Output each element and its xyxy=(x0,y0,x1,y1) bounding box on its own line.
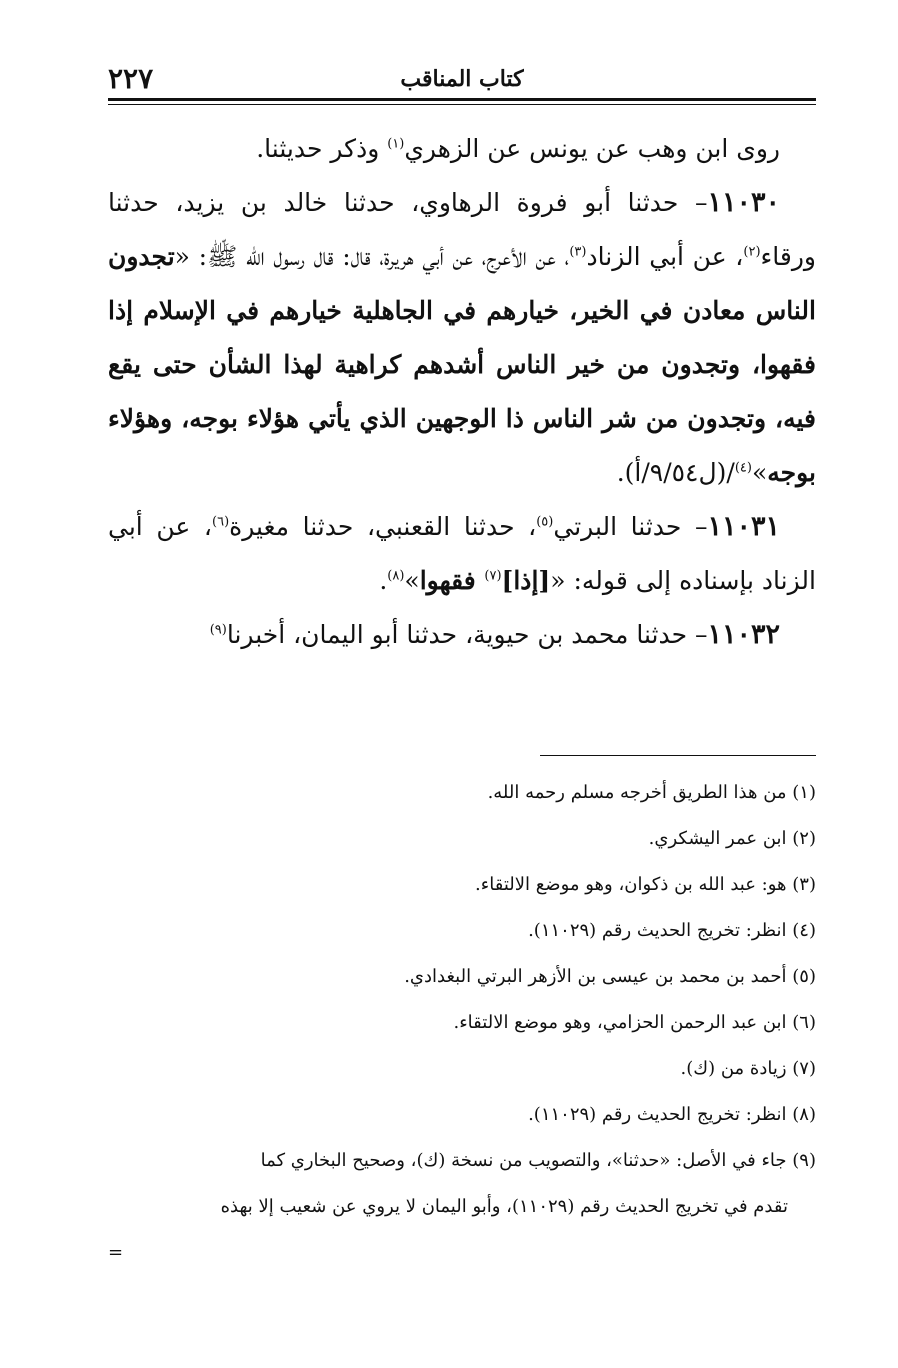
hadith-number: ١١٠٣١ xyxy=(707,511,780,542)
footnote-4: (٤) انظر: تخريج الحديث رقم (١١٠٢٩). xyxy=(528,920,816,941)
main-text xyxy=(108,122,816,662)
hadith-text: [إذا] xyxy=(501,566,551,595)
text-span: . xyxy=(379,566,388,595)
hadith-number: ١١٠٣٠ xyxy=(707,187,780,218)
text-span: » xyxy=(751,458,768,487)
footnote-3: (٣) هو: عبد الله بن ذكوان، وهو موضع الالتقاء. xyxy=(475,874,816,895)
footnote-ref: (٨) xyxy=(387,568,405,584)
footnote-ref: (٤) xyxy=(734,460,752,476)
text-span: – حدثنا البرتي xyxy=(553,512,708,541)
text-span: » xyxy=(404,566,420,595)
text-span: /(ل٩/٥٤/أ). xyxy=(616,458,735,487)
header-rule-thick xyxy=(108,98,816,101)
hadith-text: فقهوا xyxy=(419,566,485,595)
text-span: – حدثنا محمد بن حيوية، حدثنا أبو اليمان، أخبرنا xyxy=(226,620,708,649)
footnote-ref: (١) xyxy=(387,136,405,152)
hadith-11030 xyxy=(108,176,816,500)
text-span: ، عن الأعرج، عن أبي هريرة، قال: قال رسول الله ﷺ: « xyxy=(174,242,570,271)
hadith-11031 xyxy=(108,500,816,608)
text-span: روى ابن وهب عن يونس عن الزهري xyxy=(404,134,780,163)
text-span: ، حدثنا القعنبي، حدثنا مغيرة xyxy=(229,512,537,541)
header-rule-thin xyxy=(108,104,816,105)
footnote-2: (٢) ابن عمر اليشكري. xyxy=(648,828,816,849)
page-header xyxy=(108,62,816,102)
page-number: ٢٢٧ xyxy=(108,62,154,95)
paragraph-1 xyxy=(108,122,816,176)
hadith-11032 xyxy=(108,608,816,662)
hadith-number: ١١٠٣٢ xyxy=(707,619,780,650)
continuation-mark: = xyxy=(108,1242,124,1263)
footnote-1: (١) من هذا الطريق أخرجه مسلم رحمه الله. xyxy=(487,782,816,803)
text-span: ، عن أبي الزناد بإسناده إلى قوله: « xyxy=(108,512,816,595)
footnote-ref: (٢) xyxy=(743,244,761,260)
footnote-9: (٩) جاء في الأصل: «حدثنا»، والتصويب من نسخة (ك)، وصحيح البخاري كما xyxy=(260,1150,816,1171)
footnote-6: (٦) ابن عبد الرحمن الحزامي، وهو موضع الالتقاء. xyxy=(453,1012,816,1033)
footnote-ref: (٥) xyxy=(536,514,554,530)
text-span: – حدثنا أبو فروة الرهاوي، حدثنا خالد بن يزيد، حدثنا ورقاء xyxy=(108,188,816,271)
footnote-8: (٨) انظر: تخريج الحديث رقم (١١٠٢٩). xyxy=(528,1104,816,1125)
footnote-7: (٧) زيادة من (ك). xyxy=(680,1058,816,1079)
running-title: كتاب المناقب xyxy=(400,66,524,92)
footnote-ref: (٦) xyxy=(212,514,230,530)
text-span: وذكر حديثنا. xyxy=(256,134,388,163)
footnote-9-continuation: تقدم في تخريج الحديث رقم (١١٠٢٩)، وأبو اليمان لا يروي عن شعيب إلا بهذه xyxy=(220,1196,788,1217)
footnote-ref: (٧) xyxy=(484,568,502,584)
footnote-5: (٥) أحمد بن محمد بن عيسى بن الأزهر البرتي البغدادي. xyxy=(404,966,816,987)
text-span: ، عن أبي الزناد xyxy=(586,242,744,271)
footnote-separator xyxy=(540,755,816,756)
hadith-text: تجدون الناس معادن في الخير، خيارهم في الجاهلية خيارهم في الإسلام إذا فقهوا، وتجدون من خير الناس أشدهم كراهية لهذا الشأن حتى يقع فيه، وتجدون من شر الناس ذا الوجهين الذي يأتي هؤلاء بوجه، وهؤلاء بوجه xyxy=(108,242,816,487)
footnote-ref: (٣) xyxy=(569,244,587,260)
footnotes xyxy=(108,770,816,1230)
footnote-ref: (٩) xyxy=(209,622,227,638)
